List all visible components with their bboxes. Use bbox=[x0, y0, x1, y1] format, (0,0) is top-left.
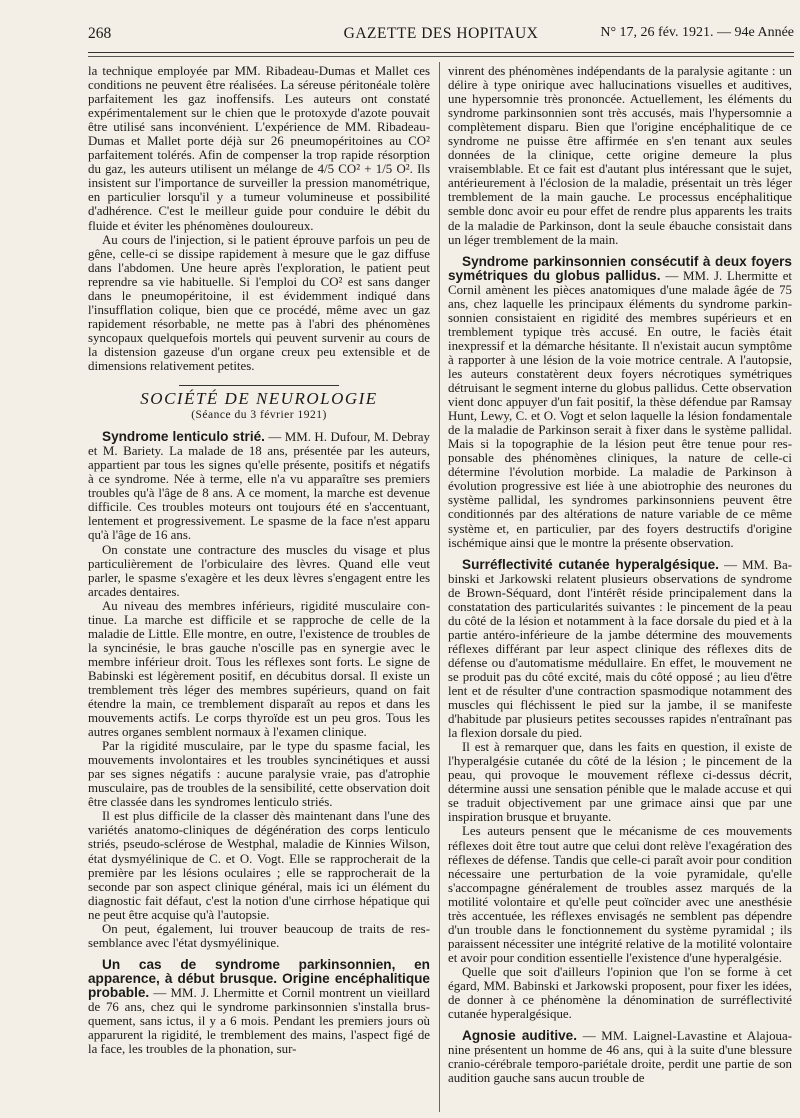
article-text: présentent un homme de 46 ans, qui à la suite d'une blessure cranio-cérébrale temporo-pariétale droite, perdit une partie de son audition gauche sans aucun trouble de bbox=[448, 1043, 793, 1086]
paragraph: la technique employée par MM. Ribadeau-Dumas et Mallet ces conditions ne peuvent être réalisées. La séreuse péritonéale tolère parfaitement les gaz inoffensifs. Les auteurs ont constaté expérimentalement sur le chien que le protoxyde d'azote pouvait être utilisé sans inconvénient. L'expérience de MM. Ribadeau-Dumas et Mallet porte déjà sur 26 pneumopéritoines au CO² parfaitement tolérés. Afin de compenser la trop rapide résorption du gaz, les auteurs utilisent un mélange de 4/5 CO² + 1/5 O². Ils insistent sur l'importance de surveiller la pression manométrique, en particulier lorsqu'il y a tumeur volumineuse et possibilité d'adhérence. C'est le meilleur guide pour conduire le débit du fluide et éviter les phénomènes douloureux. bbox=[88, 64, 430, 233]
right-column bbox=[448, 64, 792, 1085]
paragraph: Au cours de l'injection, si le patient éprouve parfois un peu de gêne, celle-ci se dissipe rapidement à mesure que le gaz diffuse dans l'abdomen. Une heure après l'exploration, le patient peut reprendre sa vie habituelle. Si l'emploi du CO² est sans danger dans le pneumopéritoine, il est évidemment indiqué dans l'insufflation colique, bien que ce procédé, même avec un gaz rapidement résorbable, ne mette pas à l'abri des phénomènes syncopaux quelquefois mortels qui peuvent survenir au cours de la distension gazeuse d'un organe creux peu extensible et de dimensions relativement petites. bbox=[88, 232, 430, 373]
paragraph: On constate une contracture des muscles du visage et plus particulièrement de l'orbiculaire des lèvres. Quand elle veut parler, le spasme s'exagère et les deux lèvres s'engagent entre les arcades dentaires. bbox=[88, 542, 430, 599]
journal-title: GAZETTE DES HOPITAUX bbox=[343, 25, 539, 42]
paragraph: Quelle que soit d'ailleurs l'opinion que l'on se forme à cet égard, MM. Babinski et Jarkowski proposent, pour fixer les idées, de donner à ce phénomène la dénomination de surréflectivité cutanée hyperalgésique. bbox=[448, 964, 792, 1022]
issue-info: N° 17, 26 fév. 1921. — 94e Année bbox=[600, 25, 794, 40]
header-rule bbox=[88, 52, 794, 53]
section-title: SOCIÉTÉ DE NEUROLOGIE bbox=[140, 389, 378, 409]
article-authors: — MM. Babinski et Jarkowski bbox=[448, 557, 792, 586]
column-divider bbox=[439, 62, 440, 1112]
paragraph: vinrent des phénomènes indépendants de la paralysie agitante : un délire à type onirique avec hallucinations visuelles et auditives, une hypersomnie très prononcée. Actuellement, les éléments du syndrome parkinsonnien sont très accusés, mais l'hypersomnie a complètement disparu. Bien que l'origine encéphalitique de ce syndrome ne puisse être affirmée en s'en tenant aux seules données de la clinique, cette origine demeure la plus vraisemblable. Et ce fait est d'autant plus intéressant que le sujet, antérieurement à l'éclosion de la maladie, présentait un très léger tremblement de la main gauche. Le processus encéphalitique semble donc avoir eu pour effet de rendre plus apparents les traits de la maladie de Parkinson, dont la seule ébauche consistait dans un léger tremblement de la main. bbox=[448, 64, 792, 247]
header-rule-thin bbox=[88, 56, 794, 57]
article-heading: Un cas de syndrome parkinsonnien, en apparence, à début brusque. Origine encéphalitique probable. bbox=[88, 956, 430, 1000]
article bbox=[88, 430, 430, 542]
article-heading: Surréflectivité cutanée hyperalgésique. bbox=[462, 556, 719, 572]
article-authors: — MM. Laignel-Lavastine et Alajouanine bbox=[448, 1029, 792, 1058]
section-heading bbox=[88, 385, 430, 422]
article-authors: — MM. J. Lhermitte et Cornil bbox=[448, 268, 792, 297]
paragraph: Il est à remarquer que, dans les faits en question, il existe de l'hyperalgésie cutanée du côté de la lésion ; le pincement de la peau, qui provoque le mouvement réflexe ci-dessus décrit, détermine aussi une sensation pénible que le malade accuse et qui se traduit objectivement par une grimace ainsi que par une inspiration brusque et bruyante. bbox=[448, 740, 792, 825]
article-text: relatent plusieurs observations de syndrome de Brown-Séquard, dont l'intérêt réside principalement dans la constatation des particularités suivantes : le pincement de la peau du côté de la lésion et notamment à la face dorsale du pied et à la partie antéro-inférieure de la jambe détermine des mouvements réflexes différant par leur aspect clinique des réflexes dits de défense ou d'automatisme médullaire. En effet, le mouvement ne se produit pas du côté excité, mais du côté opposé ; au lieu d'être lent et de résulter d'une contraction spasmodique notamment des muscles qui fléchissent le pied sur la jambe, il se manifeste d'habitude par plusieurs petites secousses rapides n'entraînant pas la flexion dorsale du pied. bbox=[448, 571, 793, 741]
article-text: montrent un vieillard de 76 ans, chez qui le syndrome parkinsonnien s'installa brusquement, sans ictus, il y a 6 mois. Pendant les premiers jours où apparurent la rigidité, le tremblement des mains, l'aspect figé de la face, les troubles de la phonation, sur- bbox=[88, 985, 430, 1057]
paragraph: On peut, également, lui trouver beaucoup de traits de ressemblance avec l'état dysmyélinique. bbox=[88, 921, 430, 950]
paragraph: Les auteurs pensent que le mécanisme de ces mouvements réflexes doit être tout autre que celui dont relève l'exagération des réflexes de défense. Tandis que celle-ci paraît avoir pour condition nécessaire une perturbation de la voie pyramidale, qu'elle s'accompagne généralement de troubles assez marqués de la motilité volontaire et qu'elle peut coïncider avec une anesthésie très accentuée, les réflexes envisagés ne semblent pas dépendre d'un trouble dans le fonctionnement du système pyramidal ; ils paraissent nécessiter une intégrité relative de la motilité volontaire et avoir pour condition essentielle l'existence d'une hyperalgésie. bbox=[448, 824, 792, 965]
paragraph: Au niveau des membres inférieurs, rigidité musculaire continue. La marche est difficile et se rapproche de celle de la maladie de Little. Elle montre, en outre, l'existence de troubles de la syncinésie, le bras gauche n'oscille pas en synergie avec le membre inférieur droit. Tous les réflexes sont forts. Le signe de Babinski est légèrement positif, en décubitus dorsal. Il existe un tremblement très léger des membres supérieurs, quand on fait étendre la main, ce tremblement disparaît au repos et dans les mouvements actifs. Le corps thyroïde est un peu gros. Tous les autres organes semblent normaux à l'examen clinique. bbox=[88, 598, 430, 740]
article bbox=[448, 1029, 792, 1085]
article bbox=[88, 958, 430, 1056]
article bbox=[448, 255, 792, 550]
section-subtitle: (Séance du 3 février 1921) bbox=[191, 409, 327, 422]
article-authors: — MM. H. Dufour, M. Debray et M. Bariety. bbox=[88, 430, 430, 459]
left-column bbox=[88, 64, 430, 1056]
article-text: amènent les pièces anatomiques d'une malade âgée de 75 ans, chez laquelle les principaux éléments du syndrome parkinsonnien consistaient en rigidité des membres supérieurs et en tremblement typique très accusé. En outre, le faciès était inexpressif et la démarche hésitante. Il n'existait aucun symptôme à rapporter à une lésion de la voie motrice centrale. A l'autopsie, les auteurs constatèrent deux foyers nécrotiques symétriques détruisant le segment interne du globus pallidus. Cette observation vient donc appuyer d'un fait positif, la thèse défendue par Ramsay Hunt, Lewy, C. et O. Vogt et selon laquelle la lésion fondamentale de la maladie de Parkinson serait à fixer dans le système pallidal. Mais si la topographie de la lésion peut être tenue pour responsable des phénomènes cliniques, la nature de celle-ci détermine l'évolution morbide. La maladie de Parkinson à évolution progressive est liée à une abiotrophie des neurones du système pallidal, les syndromes parkinsonniens peuvent être conditionnés par des altérations de nature variable de ce même système et, en particulier, par des foyers destructifs d'origine ischémique ainsi que le montre la présente observation. bbox=[448, 282, 792, 550]
article-heading: Syndrome lenticulo strié. bbox=[102, 429, 265, 445]
article-heading: Agnosie auditive. bbox=[462, 1028, 578, 1044]
page-header bbox=[88, 22, 794, 48]
section-rule bbox=[179, 385, 339, 386]
paragraph: Par la rigidité musculaire, par le type du spasme facial, les mouvements involontaires et les troubles syncinétiques et aussi par ses signes négatifs : aucune paralysie vraie, pas d'atrophie musculaire, pas de troubles de la sensibilité, cette observation doit être classée dans les syndromes lenticulo striés. bbox=[88, 739, 430, 810]
article-authors: — MM. J. Lhermitte et Cornil bbox=[153, 985, 315, 1000]
page-number: 268 bbox=[88, 25, 112, 42]
paragraph: Il est plus difficile de la classer dès maintenant dans l'une des variétés anatomo-cliniques de dégénération des corps lenticulo striés, pseudo-sclérose de Westphal, maladie de Kinnies Wilson, état dysmyélinique de C. et O. Vogt. Elle se rapprocherait de la première par les lésions oculaires ; elle se rapprocherait de la seconde par son aspect clinique général, mais ici un élément du diagnostic fait défaut, c'est la notion d'une cirrhose hépatique qui ne peut être acquise qu'à l'autopsie. bbox=[88, 809, 430, 922]
article-text: La malade de 18 ans, présentée par les auteurs, appartient par tous les signes qu'elle présente, positifs et négatifs à ce syndrome. Née à terme, elle n'a vu apparaître ses premiers troubles qu'à l'âge de 8 ans. A ce moment, la marche est devenue difficile. Ces troubles moteurs ont toujours été en s'accentuant, lentement et progressivement. Le spasme de la face n'est apparu qu'à l'âge de 16 ans. bbox=[88, 444, 430, 543]
article-heading: Syndrome parkinsonnien consécutif à deux foyers symétriques du globus pallidus. bbox=[448, 253, 792, 283]
article bbox=[448, 558, 792, 741]
